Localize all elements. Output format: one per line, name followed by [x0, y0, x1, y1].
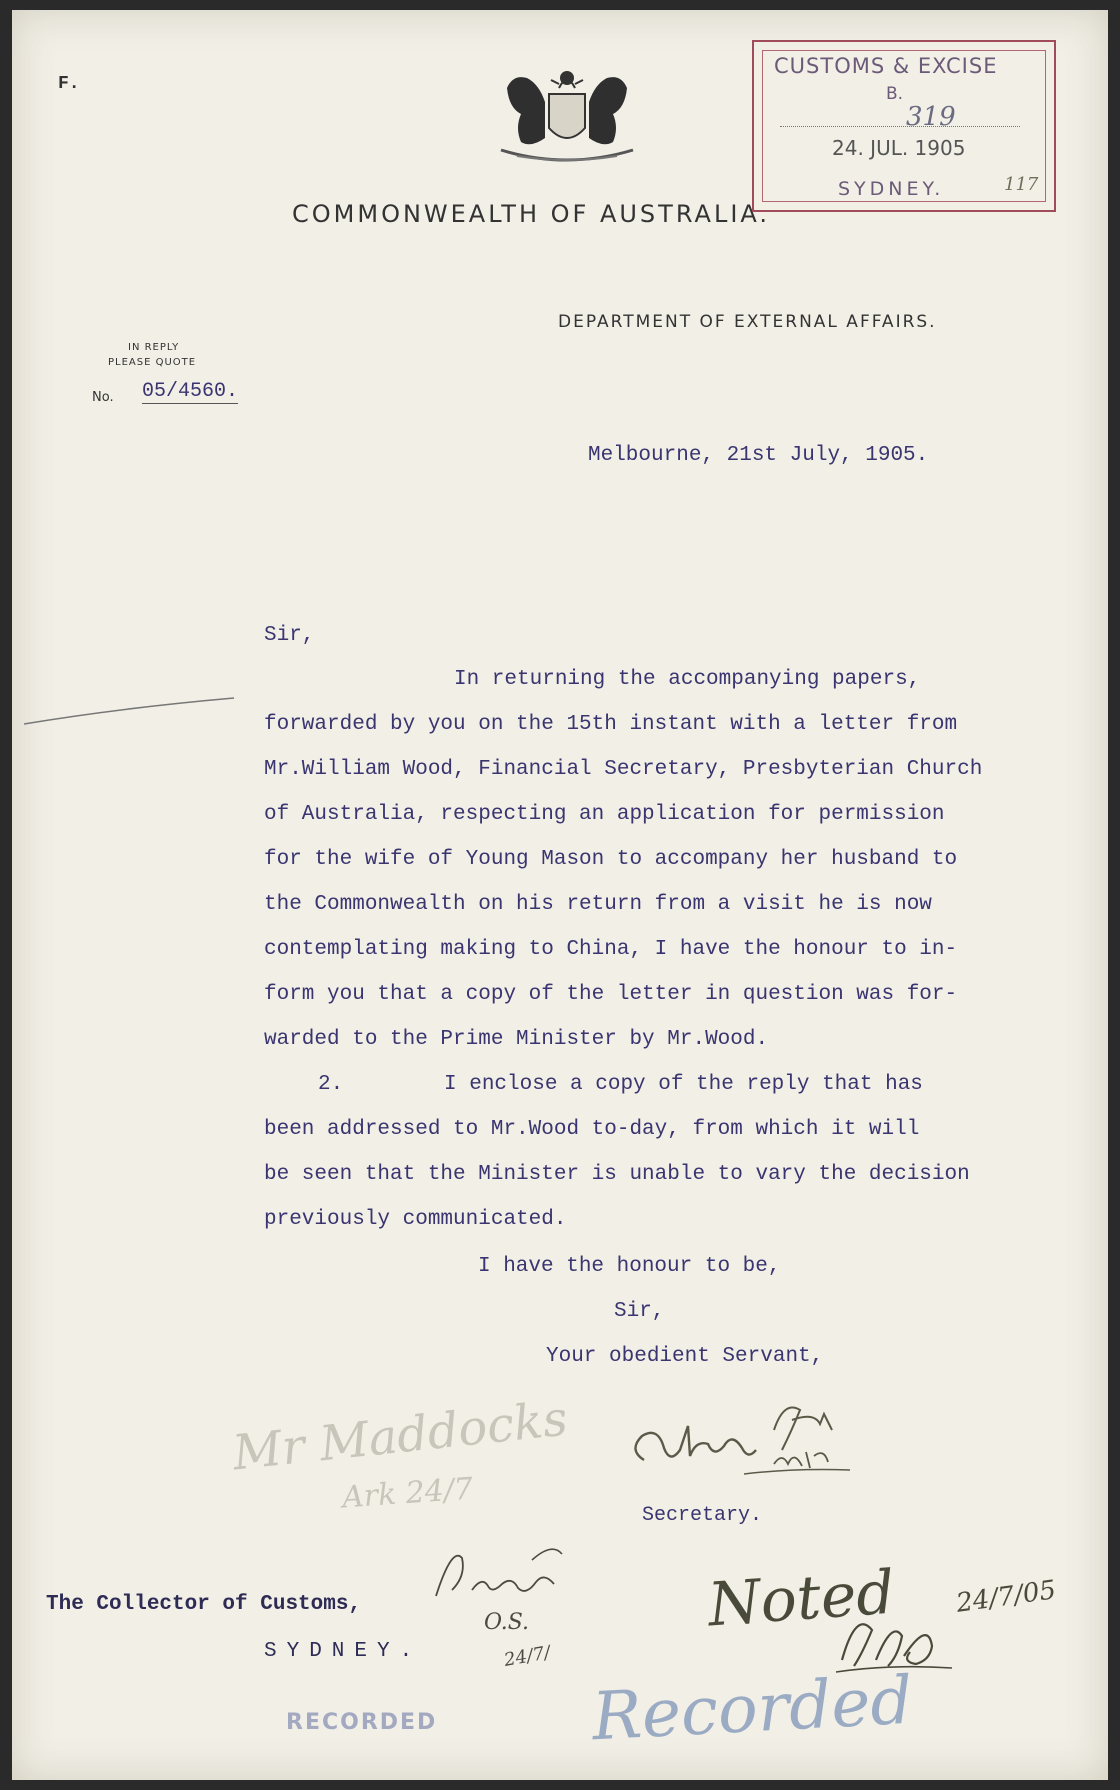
body-line-13: previously communicated. — [264, 1208, 567, 1231]
closing-line-1: I have the honour to be, — [478, 1255, 781, 1278]
reply-label-1: IN REPLY — [128, 342, 180, 353]
stamp-number: 319 — [906, 102, 956, 132]
stamp-city: SYDNEY. — [838, 178, 945, 200]
initials-date: 24/7/ — [502, 1642, 552, 1671]
corner-mark: F. — [58, 74, 80, 94]
margin-pencil-mark — [20, 690, 240, 730]
body-line-1: In returning the accompanying papers, — [454, 668, 921, 691]
letterhead-title: COMMONWEALTH OF AUSTRALIA. — [292, 200, 771, 228]
body-line-6: the Commonwealth on his return from a visit he is now — [264, 893, 932, 916]
body-line-2: forwarded by you on the 15th instant with a letter from — [264, 713, 958, 736]
body-line-4: of Australia, respecting an application for permission — [264, 803, 945, 826]
noted-annotation: Noted — [705, 1557, 897, 1641]
body-line-12: be seen that the Minister is unable to vary the decision — [264, 1163, 970, 1186]
stamp-date: 24. JUL. 1905 — [832, 136, 966, 160]
salutation: Sir, — [264, 624, 315, 647]
signature-title: Secretary. — [642, 1504, 763, 1527]
initials-scribble — [422, 1536, 592, 1606]
coat-of-arms-icon — [487, 58, 647, 166]
dateline: Melbourne, 21st July, 1905. — [588, 444, 929, 467]
stamp-line2: B. — [886, 84, 904, 104]
addressee-line-2: SYDNEY. — [264, 1640, 423, 1663]
stamp-number-line — [780, 126, 1020, 127]
body-line-7: contemplating making to China, I have the honour to in- — [264, 938, 958, 961]
addressee-line-1: The Collector of Customs, — [46, 1593, 362, 1616]
customs-received-stamp — [752, 40, 1056, 212]
faded-handwritten-initials: Ark 24/7 — [340, 1471, 475, 1516]
body-line-10: 2. I enclose a copy of the reply that has — [318, 1073, 923, 1096]
reference-no-label: No. — [92, 390, 114, 405]
closing-line-2: Sir, — [614, 1300, 665, 1323]
faded-handwritten-note: Mr Maddocks — [229, 1390, 571, 1482]
closing-line-3: Your obedient Servant, — [546, 1345, 824, 1368]
reference-number: 05/4560. — [142, 380, 239, 403]
body-line-3: Mr.William Wood, Financial Secretary, Presbyterian Church — [264, 758, 983, 781]
stamp-line1: CUSTOMS & EXCISE — [774, 54, 998, 78]
initials-text: O.S. — [484, 1610, 530, 1635]
recorded-annotation: Recorded — [590, 1661, 915, 1756]
body-line-11: been addressed to Mr.Wood to-day, from which it will — [264, 1118, 920, 1141]
letter-page — [12, 10, 1108, 1780]
reply-label-2: PLEASE QUOTE — [108, 357, 197, 368]
body-line-8: form you that a copy of the letter in question was for- — [264, 983, 958, 1006]
secretary-signature — [624, 1390, 864, 1490]
body-line-9: warded to the Prime Minister by Mr.Wood. — [264, 1028, 769, 1051]
stamp-extra: 117 — [1004, 174, 1039, 195]
body-line-5: for the wife of Young Mason to accompany her husband to — [264, 848, 958, 871]
department-name: DEPARTMENT OF EXTERNAL AFFAIRS. — [558, 312, 937, 332]
noted-date: 24/7/05 — [954, 1575, 1058, 1619]
received-stamp-faded: RECORDED — [286, 1710, 438, 1735]
